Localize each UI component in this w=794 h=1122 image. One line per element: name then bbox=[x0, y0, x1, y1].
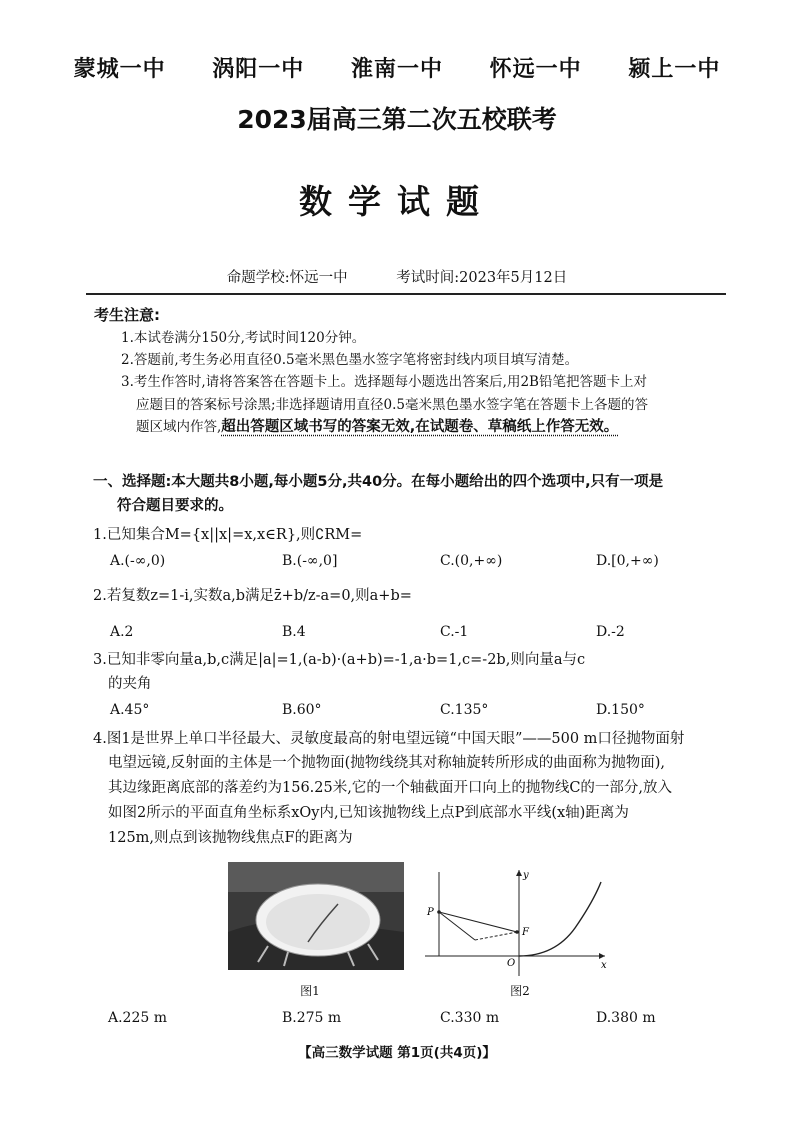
figure-1-caption: 图1 bbox=[300, 984, 320, 998]
option: B.275 m bbox=[282, 1010, 342, 1026]
option: C.330 m bbox=[440, 1010, 500, 1026]
option: A.2 bbox=[110, 624, 134, 640]
figure-2 bbox=[425, 868, 615, 978]
exam-time: 考试时间:2023年5月12日 bbox=[396, 270, 568, 286]
notice-warning: 超出答题区域书写的答案无效,在试题卷、草稿纸上作答无效。 bbox=[221, 419, 619, 435]
option: C.(0,+∞) bbox=[440, 553, 503, 569]
option: A.225 m bbox=[108, 1010, 168, 1026]
school-name: 淮南一中 bbox=[350, 57, 443, 82]
notice-item: 2.答题前,考生务必用直径0.5毫米黑色墨水签字笔将密封线内项目填写清楚。 bbox=[121, 352, 579, 368]
option: D.380 m bbox=[596, 1010, 656, 1026]
option: A.45° bbox=[110, 702, 150, 718]
question-1-stem: 1.已知集合M={x||x|=x,x∈R},则∁RM= bbox=[93, 527, 363, 543]
school-name: 涡阳一中 bbox=[212, 57, 305, 82]
notice-text: 题区域内作答, bbox=[136, 419, 222, 435]
figure-1 bbox=[228, 862, 404, 970]
question-3-stem-cont: 的夹角 bbox=[108, 676, 152, 692]
page-footer: 【高三数学试题 第1页(共4页)】 bbox=[298, 1045, 496, 1061]
question-3-stem: 3.已知非零向量a,b,c满足|a|=1,(a-b)·(a+b)=-1,a·b=1,c=-2b,则向量a与c bbox=[93, 652, 586, 668]
notice-item: 应题目的答案标号涂黑;非选择题请用直径0.5毫米黑色墨水签字笔在答题卡上各题的答 bbox=[136, 397, 649, 413]
exam-meta bbox=[0, 266, 794, 287]
notice-item-last bbox=[136, 417, 618, 437]
subject-title: 数学试题 bbox=[299, 182, 495, 221]
section-line: 符合题目要求的。 bbox=[117, 498, 233, 514]
option: B.60° bbox=[282, 702, 322, 718]
header-divider bbox=[86, 293, 726, 295]
school-name: 颍上一中 bbox=[628, 57, 721, 82]
figure-2-caption: 图2 bbox=[510, 984, 530, 998]
question-4-line: 4.图1是世界上单口半径最大、灵敏度最高的射电望远镜“中国天眼”——500 m口径抛物面射 bbox=[93, 731, 685, 747]
question-4-line: 其边缘距离底部的落差约为156.25米,它的一个轴截面开口向上的抛物线C的一部分,放入 bbox=[108, 780, 673, 796]
y-axis-label: y bbox=[523, 870, 529, 881]
exam-title: 2023届高三第二次五校联考 bbox=[237, 105, 557, 134]
question-4-line: 如图2所示的平面直角坐标系xOy内,已知该抛物线上点P到底部水平线(x轴)距离为 bbox=[108, 805, 629, 821]
notice-item: 3.考生作答时,请将答案答在答题卡上。选择题每小题选出答案后,用2B铅笔把答题卡上对 bbox=[121, 374, 647, 390]
point-p-label: P bbox=[427, 907, 434, 918]
x-axis-label: x bbox=[601, 960, 607, 971]
section-heading bbox=[93, 470, 743, 518]
section-line: 一、选择题:本大题共8小题,每小题5分,共40分。在每小题给出的四个选项中,只有一项是 bbox=[93, 474, 664, 490]
school-name: 怀远一中 bbox=[489, 57, 582, 82]
option: D.-2 bbox=[596, 624, 625, 640]
option: B.4 bbox=[282, 624, 306, 640]
question-4-line: 125m,则点到该抛物线焦点F的距离为 bbox=[108, 830, 353, 846]
notice-title: 考生注意: bbox=[94, 306, 160, 324]
notice-item: 1.本试卷满分150分,考试时间120分钟。 bbox=[121, 330, 366, 346]
point-f-label: F bbox=[522, 927, 529, 938]
school-name: 蒙城一中 bbox=[73, 57, 166, 82]
parabola-diagram bbox=[425, 868, 615, 978]
question-2-stem: 2.若复数z=1-i,实数a,b满足z̄+b/z-a=0,则a+b= bbox=[93, 588, 412, 604]
option: C.-1 bbox=[440, 624, 469, 640]
option: A.(-∞,0) bbox=[110, 553, 166, 569]
origin-label: O bbox=[507, 958, 516, 969]
question-4-line: 电望远镜,反射面的主体是一个抛物面(抛物线绕其对称轴旋转所形成的曲面称为抛物面), bbox=[108, 755, 666, 771]
school-list bbox=[0, 52, 794, 83]
setter-school: 命题学校:怀远一中 bbox=[226, 270, 348, 286]
telescope-photo bbox=[228, 862, 404, 970]
option: D.150° bbox=[596, 702, 645, 718]
option: C.135° bbox=[440, 702, 489, 718]
option: D.[0,+∞) bbox=[596, 553, 659, 569]
option: B.(-∞,0] bbox=[282, 553, 338, 569]
